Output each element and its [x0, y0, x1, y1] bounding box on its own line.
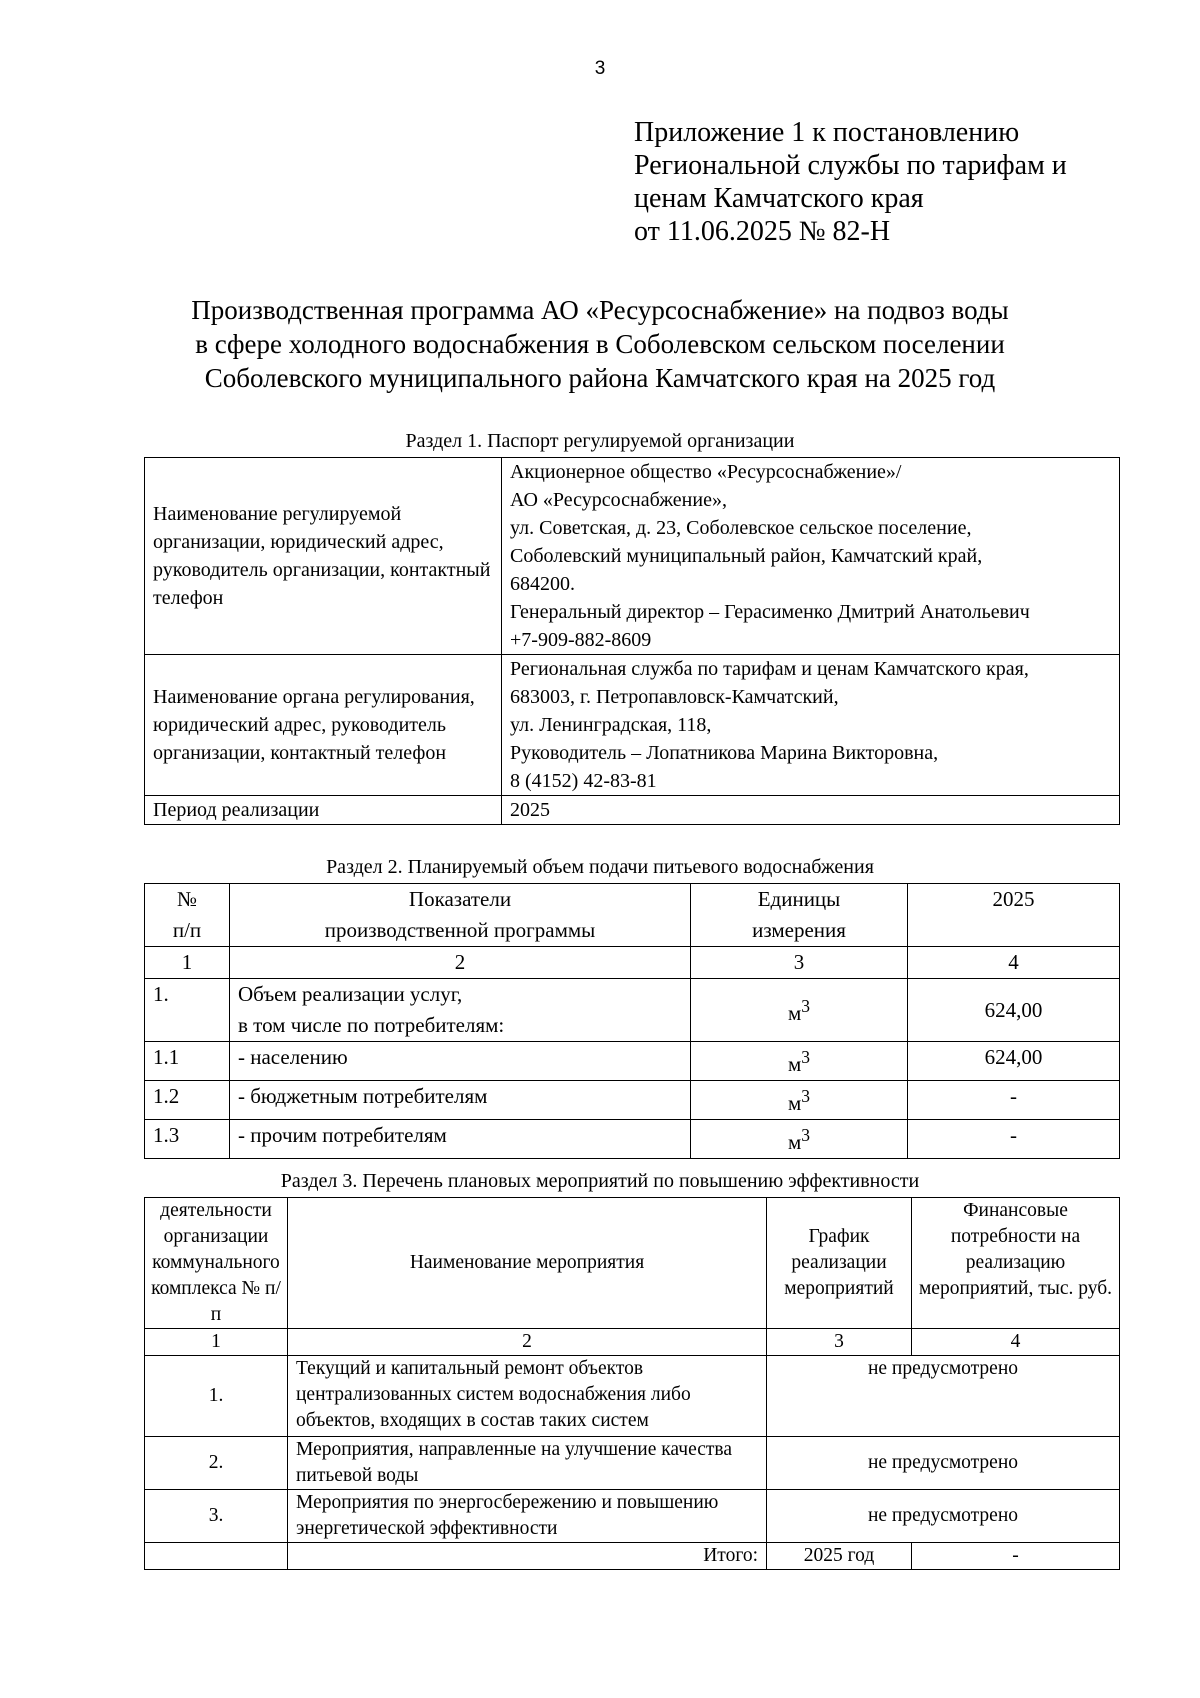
row-number: 1.3 — [145, 1120, 230, 1159]
value-line: ул. Ленинградская, 118, — [510, 714, 712, 736]
row-name: Мероприятия по энергосбережению и повышению энергетической эффективности — [288, 1490, 767, 1543]
column-number: 1 — [145, 1329, 288, 1356]
row-value: 624,00 — [908, 1042, 1120, 1081]
row-number: 1. — [145, 1356, 288, 1437]
row-value: - — [908, 1081, 1120, 1120]
header-text: № — [176, 887, 198, 911]
supply-volume-table — [144, 883, 1120, 1159]
title-line: в сфере холодного водоснабжения в Соболевском сельском поселении — [195, 329, 1005, 359]
header-row — [145, 884, 1120, 947]
unit-text: м — [787, 1052, 802, 1076]
appendix-note — [634, 116, 1067, 248]
row-unit — [691, 979, 908, 1042]
value-line: +7-909-882-8609 — [510, 629, 652, 651]
header-cell: деятельности организации коммунального комплекса № п/п — [145, 1198, 288, 1329]
title-line: Соболевского муниципального района Камчатского края на 2025 год — [204, 363, 996, 393]
row-unit — [691, 1042, 908, 1081]
value-line: Руководитель – Лопатникова Марина Викторовна, — [510, 742, 939, 764]
header-cell — [691, 884, 908, 947]
total-row — [145, 1543, 1120, 1570]
row-value: не предусмотрено — [767, 1437, 1120, 1490]
row-label: Наименование органа регулирования, юридический адрес, руководитель организации, контактный телефон — [145, 655, 502, 796]
unit-superscript: 3 — [801, 996, 811, 1016]
value-line: АО «Ресурсоснабжение», — [510, 489, 727, 511]
row-number: 1.2 — [145, 1081, 230, 1120]
row-value: 624,00 — [908, 979, 1120, 1042]
column-number: 4 — [908, 947, 1120, 979]
row-label: Наименование регулируемой организации, юридический адрес, руководитель организации, контактный телефон — [145, 458, 502, 655]
header-cell: Финансовые потребности на реализацию мероприятий, тыс. руб. — [912, 1198, 1120, 1329]
unit-text: м — [787, 1091, 802, 1115]
row-number: 2. — [145, 1437, 288, 1490]
row-name-line: Объем реализации услуг, — [238, 982, 463, 1006]
header-text: измерения — [752, 918, 846, 942]
appendix-line: Приложение 1 к постановлению — [634, 117, 1020, 148]
total-label: Итого: — [288, 1543, 767, 1570]
row-value — [502, 655, 1120, 796]
row-number: 1.1 — [145, 1042, 230, 1081]
unit-superscript: 3 — [801, 1047, 811, 1067]
column-number: 2 — [230, 947, 691, 979]
table-row — [145, 1042, 1120, 1081]
header-cell: 2025 — [908, 884, 1120, 947]
table-row — [145, 796, 1120, 825]
column-number: 3 — [767, 1329, 912, 1356]
organization-passport-table — [144, 457, 1120, 825]
table-row — [145, 1437, 1120, 1490]
unit-superscript: 3 — [801, 1086, 811, 1106]
header-cell — [230, 884, 691, 947]
header-text: Показатели — [408, 887, 512, 911]
section2-caption: Раздел 2. Планируемый объем подачи питьевого водоснабжения — [326, 856, 874, 878]
header-text: Единицы — [757, 887, 841, 911]
row-name: - прочим потребителям — [230, 1120, 691, 1159]
efficiency-measures-table — [144, 1197, 1120, 1570]
header-text: производственной программы — [324, 918, 596, 942]
total-value: - — [912, 1543, 1120, 1570]
column-number: 3 — [691, 947, 908, 979]
value-line: Акционерное общество «Ресурсоснабжение»/ — [510, 461, 902, 483]
title-line: Производственная программа АО «Ресурсоснабжение» на подвоз воды — [191, 295, 1009, 325]
value-line: Соболевский муниципальный район, Камчатский край, — [510, 545, 983, 567]
row-value: 2025 — [502, 796, 1120, 825]
table-row — [145, 458, 1120, 655]
table-row — [145, 1081, 1120, 1120]
value-line: Региональная служба по тарифам и ценам Камчатского края, — [510, 658, 1029, 680]
page-number: 3 — [594, 58, 606, 79]
unit-text: м — [787, 1001, 802, 1025]
column-number: 1 — [145, 947, 230, 979]
row-unit — [691, 1081, 908, 1120]
column-number-row — [145, 947, 1120, 979]
total-year: 2025 год — [767, 1543, 912, 1570]
table-row — [145, 1120, 1120, 1159]
row-name: - бюджетным потребителям — [230, 1081, 691, 1120]
header-cell: График реализации мероприятий — [767, 1198, 912, 1329]
unit-text: м — [787, 1130, 802, 1154]
value-line: ул. Советская, д. 23, Соболевское сельское поселение, — [510, 517, 972, 539]
row-value: не предусмотрено — [767, 1356, 1120, 1437]
row-name: Мероприятия, направленные на улучшение качества питьевой воды — [288, 1437, 767, 1490]
header-row — [145, 1198, 1120, 1329]
row-name: Текущий и капитальный ремонт объектов централизованных систем водоснабжения либо объектов, входящих в состав таких систем — [288, 1356, 767, 1437]
section3-caption: Раздел 3. Перечень плановых мероприятий по повышению эффективности — [280, 1170, 920, 1192]
appendix-line: ценам Камчатского края — [634, 183, 924, 214]
row-name: - населению — [230, 1042, 691, 1081]
document-title — [0, 293, 1200, 395]
row-label: Период реализации — [145, 796, 502, 825]
row-name — [230, 979, 691, 1042]
value-line: 683003, г. Петропавловск-Камчатский, — [510, 686, 839, 708]
header-cell: Наименование мероприятия — [288, 1198, 767, 1329]
column-number: 4 — [912, 1329, 1120, 1356]
row-name-line: в том числе по потребителям: — [238, 1013, 505, 1037]
table-row — [145, 655, 1120, 796]
header-cell — [145, 884, 230, 947]
value-line: Генеральный директор – Герасименко Дмитрий Анатольевич — [510, 601, 1030, 623]
table-row — [145, 1490, 1120, 1543]
section1-caption: Раздел 1. Паспорт регулируемой организации — [405, 430, 795, 452]
row-value: - — [908, 1120, 1120, 1159]
unit-superscript: 3 — [801, 1125, 811, 1145]
value-line: 8 (4152) 42-83-81 — [510, 770, 657, 792]
table-row — [145, 1356, 1120, 1437]
row-number: 1. — [145, 979, 230, 1042]
row-value — [502, 458, 1120, 655]
value-line: 684200. — [510, 573, 575, 595]
column-number-row — [145, 1329, 1120, 1356]
empty-cell — [145, 1543, 288, 1570]
table-row — [145, 979, 1120, 1042]
appendix-line: от 11.06.2025 № 82-Н — [634, 216, 891, 247]
appendix-line: Региональной службы по тарифам и — [634, 150, 1067, 181]
row-value: не предусмотрено — [767, 1490, 1120, 1543]
column-number: 2 — [288, 1329, 767, 1356]
header-text: п/п — [172, 918, 202, 942]
row-unit — [691, 1120, 908, 1159]
row-number: 3. — [145, 1490, 288, 1543]
